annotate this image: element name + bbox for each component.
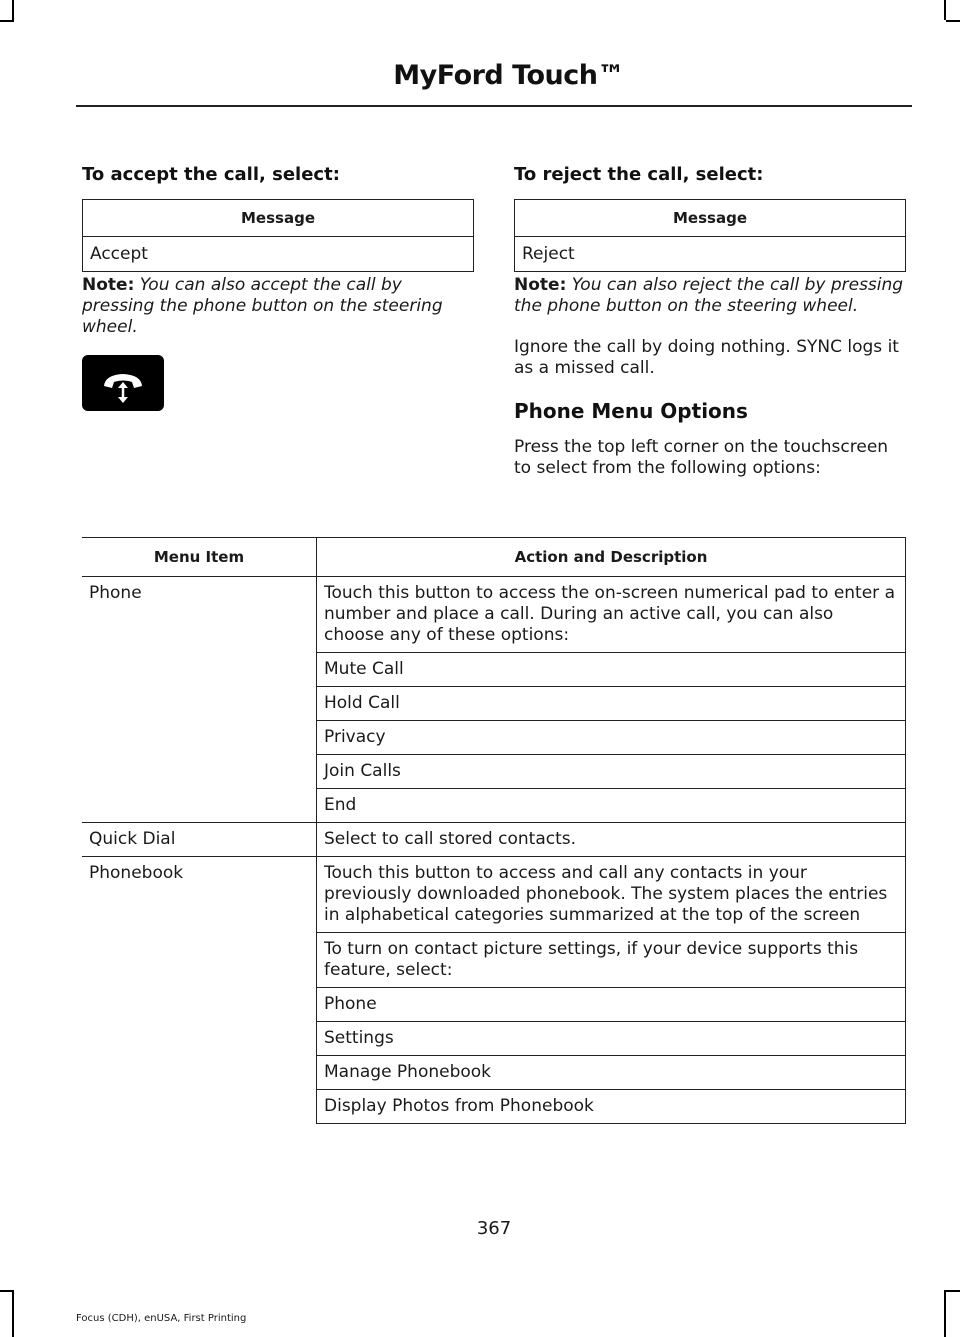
phone-hangup-icon xyxy=(82,355,164,411)
menu-item-cell: Phone xyxy=(82,577,317,653)
table-cell: Reject xyxy=(515,237,906,272)
menu-item-cell xyxy=(82,755,317,789)
table-row xyxy=(82,857,906,933)
crop-mark xyxy=(946,1290,960,1292)
reject-section xyxy=(514,164,906,479)
note-label: Note: xyxy=(514,275,567,295)
table-row xyxy=(82,1022,906,1056)
page-header-title: MyFord Touch™ xyxy=(393,60,624,91)
header-divider xyxy=(76,105,912,107)
menu-item-cell xyxy=(82,1090,317,1124)
crop-mark xyxy=(944,0,946,20)
crop-mark xyxy=(12,0,14,20)
menu-item-cell xyxy=(82,687,317,721)
menu-item-cell: Quick Dial xyxy=(82,823,317,857)
description-cell: Touch this button to access and call any contacts in your previously downloaded phonebook. The system places the entries in alphabetical categories summarized at the top of the screen xyxy=(317,857,906,933)
column-header-action: Action and Description xyxy=(317,538,906,577)
description-cell: Display Photos from Phonebook xyxy=(317,1090,906,1124)
page-number: 367 xyxy=(476,1218,512,1239)
table-row xyxy=(82,755,906,789)
table-row xyxy=(82,1090,906,1124)
table-row xyxy=(82,653,906,687)
description-cell: Mute Call xyxy=(317,653,906,687)
menu-item-cell: Phonebook xyxy=(82,857,317,933)
reject-heading: To reject the call, select: xyxy=(514,164,764,185)
menu-item-cell xyxy=(82,988,317,1022)
description-cell: Touch this button to access the on-screen numerical pad to enter a number and place a call. During an active call, you can also choose any of these options: xyxy=(317,577,906,653)
phone-menu-table xyxy=(82,537,906,1124)
crop-mark xyxy=(0,20,14,22)
table-row xyxy=(82,721,906,755)
crop-mark xyxy=(946,20,960,22)
accept-section xyxy=(82,164,474,338)
description-cell: Manage Phonebook xyxy=(317,1056,906,1090)
description-cell: Hold Call xyxy=(317,687,906,721)
menu-item-cell xyxy=(82,933,317,988)
ignore-paragraph: Ignore the call by doing nothing. SYNC logs it as a missed call. xyxy=(514,337,899,378)
table-row xyxy=(82,1056,906,1090)
table-row xyxy=(82,823,906,857)
description-cell: Select to call stored contacts. xyxy=(317,823,906,857)
table-row xyxy=(82,933,906,988)
description-cell: Settings xyxy=(317,1022,906,1056)
description-cell: Phone xyxy=(317,988,906,1022)
note-text: You can also accept the call by pressing the phone button on the steering wheel. xyxy=(82,275,443,337)
description-cell: Join Calls xyxy=(317,755,906,789)
table-row xyxy=(82,789,906,823)
reject-message-table xyxy=(514,199,906,272)
table-row xyxy=(82,988,906,1022)
table-row xyxy=(82,577,906,653)
menu-item-cell xyxy=(82,653,317,687)
menu-item-cell xyxy=(82,721,317,755)
menu-item-cell xyxy=(82,789,317,823)
note-label: Note: xyxy=(82,275,135,295)
description-cell: Privacy xyxy=(317,721,906,755)
table-header: Message xyxy=(515,200,906,237)
phone-menu-intro: Press the top left corner on the touchscreen to select from the following options: xyxy=(514,437,889,478)
footer-text: Focus (CDH), enUSA, First Printing xyxy=(76,1313,247,1324)
table-row xyxy=(82,687,906,721)
accept-message-table xyxy=(82,199,474,272)
crop-mark xyxy=(12,1290,14,1337)
menu-item-cell xyxy=(82,1056,317,1090)
reject-note xyxy=(514,275,906,317)
menu-item-cell xyxy=(82,1022,317,1056)
table-header: Message xyxy=(83,200,474,237)
column-header-menu-item: Menu Item xyxy=(82,538,317,577)
accept-heading: To accept the call, select: xyxy=(82,164,340,185)
phone-menu-title: Phone Menu Options xyxy=(514,399,748,423)
table-cell: Accept xyxy=(83,237,474,272)
accept-note xyxy=(82,275,474,338)
description-cell: To turn on contact picture settings, if your device supports this feature, select: xyxy=(317,933,906,988)
note-text: You can also reject the call by pressing the phone button on the steering wheel. xyxy=(514,275,904,316)
description-cell: End xyxy=(317,789,906,823)
crop-mark xyxy=(0,1290,14,1292)
crop-mark xyxy=(944,1290,946,1337)
